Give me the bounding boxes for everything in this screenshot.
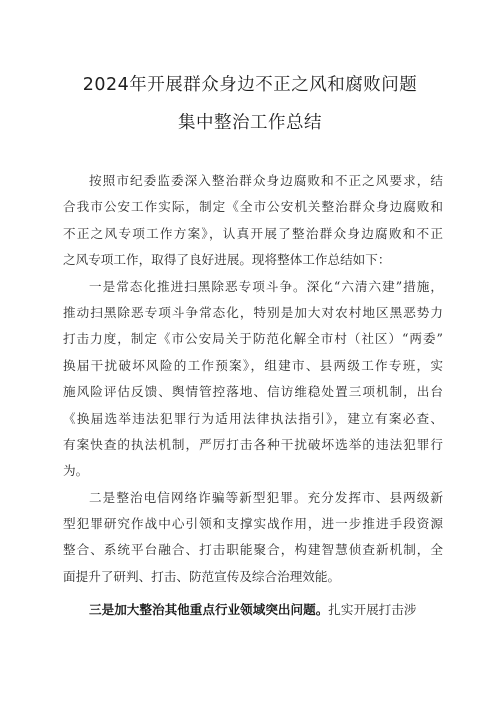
document-title-line-2: 集中整治工作总结	[178, 113, 322, 133]
paragraph-line: 型犯罪研究作战中心引领和支撑实战作用，进一步推进手段资源	[63, 516, 443, 532]
paragraph-line: 不正之风专项工作方案》，认真开展了整治群众身边腐败和不正	[63, 225, 443, 241]
section-2-paragraph	[63, 485, 443, 591]
paragraph-line: 换届干扰破坏风险的工作预案》，组建市、县两级工作专班，实	[63, 357, 443, 373]
paragraph-line: 《换届选举违法犯罪行为适用法律执法指引》，建立有案必查、	[63, 410, 443, 426]
paragraph-line	[63, 597, 443, 623]
paragraph-line: 打击力度，制定《市公安局关于防范化解全市村（社区）“两委”	[63, 331, 443, 347]
paragraph-line: 整合、系统平台融合、打击职能聚合，构建智慧侦查新机制，全	[63, 542, 443, 558]
paragraph-line: 施风险评估反馈、舆情管控落地、信访维稳处置三项机制，出台	[63, 384, 443, 400]
paragraph-spacer	[63, 590, 443, 597]
section-3-paragraph	[63, 597, 443, 623]
paragraph-line: 有案快查的执法机制，严厉打击各种干扰破坏选举的违法犯罪行	[63, 436, 443, 452]
intro-paragraph	[63, 168, 443, 274]
paragraph-line: 面提升了研判、打击、防范宣传及综合治理效能。	[63, 568, 341, 584]
section-3-text: 扎实开展打击涉	[328, 602, 417, 618]
document-body	[63, 168, 443, 624]
document-title-line-1: 2024年开展群众身边不正之风和腐败问题	[82, 75, 418, 95]
paragraph-line: 合我市公安工作实际，制定《全市公安机关整治群众身边腐败和	[63, 199, 443, 215]
paragraph-line: 为。	[63, 463, 89, 479]
section-1-paragraph	[63, 274, 443, 485]
paragraph-line: 一是常态化推进扫黑除恶专项斗争。深化“六清六建”措施，	[89, 278, 443, 294]
paragraph-line: 之风专项工作，取得了良好进展。现将整体工作总结如下：	[63, 252, 391, 268]
section-3-heading: 三是加大整治其他重点行业领域突出问题。	[89, 602, 329, 618]
paragraph-line: 按照市纪委监委深入整治群众身边腐败和不正之风要求，结	[89, 173, 443, 188]
paragraph-line: 推动扫黑除恶专项斗争常态化，特别是加大对农村地区黑恶势力	[63, 304, 443, 320]
paragraph-line: 二是整治电信网络诈骗等新型犯罪。充分发挥市、县两级新	[89, 489, 443, 505]
